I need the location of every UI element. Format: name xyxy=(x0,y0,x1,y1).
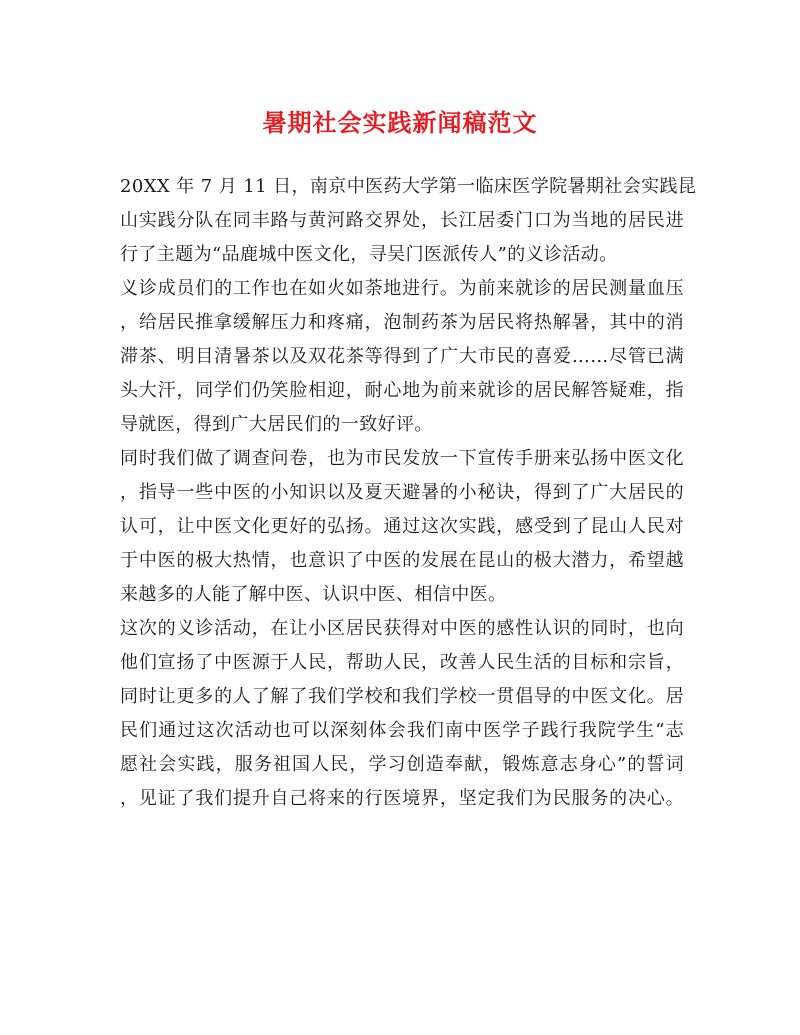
text-line: 行了主题为“品鹿城中医文化，寻吴门医派传人”的义诊活动。 xyxy=(120,244,618,265)
text-line: 义诊成员们的工作也在如火如荼地进行。为前来就诊的居民测量血压 xyxy=(120,278,684,299)
paragraph-4 xyxy=(120,612,684,816)
text-line: 认可，让中医文化更好的弘扬。通过这次实践，感受到了昆山人民对 xyxy=(120,516,684,537)
text-line: 愿社会实践，服务祖国人民，学习创造奉献，锻炼意志身心”的誓词 xyxy=(120,754,684,775)
text-line: ，指导一些中医的小知识以及夏天避暑的小秘诀，得到了广大居民的 xyxy=(120,482,684,503)
paragraph-2 xyxy=(120,272,684,442)
text-line: 20XX 年 7 月 11 日，南京中医药大学第一临床医学院暑期社会实践昆 xyxy=(120,176,697,197)
text-line: 这次的义诊活动，在让小区居民获得对中医的感性认识的同时，也向 xyxy=(120,618,684,639)
text-line: 头大汗，同学们仍笑脸相迎，耐心地为前来就诊的居民解答疑难，指 xyxy=(120,380,684,401)
document-title: 暑期社会实践新闻稿范文 xyxy=(262,108,538,137)
text-line: 来越多的人能了解中医、认识中医、相信中医。 xyxy=(120,584,507,605)
text-line: 导就医，得到广大居民们的一致好评。 xyxy=(120,414,433,435)
text-line: ，给居民推拿缓解压力和疼痛，泡制药茶为居民将热解暑，其中的消 xyxy=(120,312,684,333)
text-line: 同时我们做了调查问卷，也为市民发放一下宣传手册来弘扬中医文化 xyxy=(120,448,684,469)
paragraph-1 xyxy=(120,170,697,272)
text-line: ，见证了我们提升自己将来的行医境界，坚定我们为民服务的决心。 xyxy=(120,788,684,809)
paragraph-3 xyxy=(120,442,684,612)
text-line: 民们通过这次活动也可以深刻体会我们南中医学子践行我院学生“志 xyxy=(120,720,684,741)
text-line: 于中医的极大热情，也意识了中医的发展在昆山的极大潜力，希望越 xyxy=(120,550,684,571)
text-line: 滞茶、明目清暑茶以及双花茶等得到了广大市民的喜爱……尽管已满 xyxy=(120,346,684,367)
text-line: 山实践分队在同丰路与黄河路交界处，长江居委门口为当地的居民进 xyxy=(120,210,684,231)
text-line: 同时让更多的人了解了我们学校和我们学校一贯倡导的中医文化。居 xyxy=(120,686,684,707)
document-body xyxy=(120,170,697,816)
text-line: 他们宣扬了中医源于人民，帮助人民，改善人民生活的目标和宗旨， xyxy=(120,652,684,673)
